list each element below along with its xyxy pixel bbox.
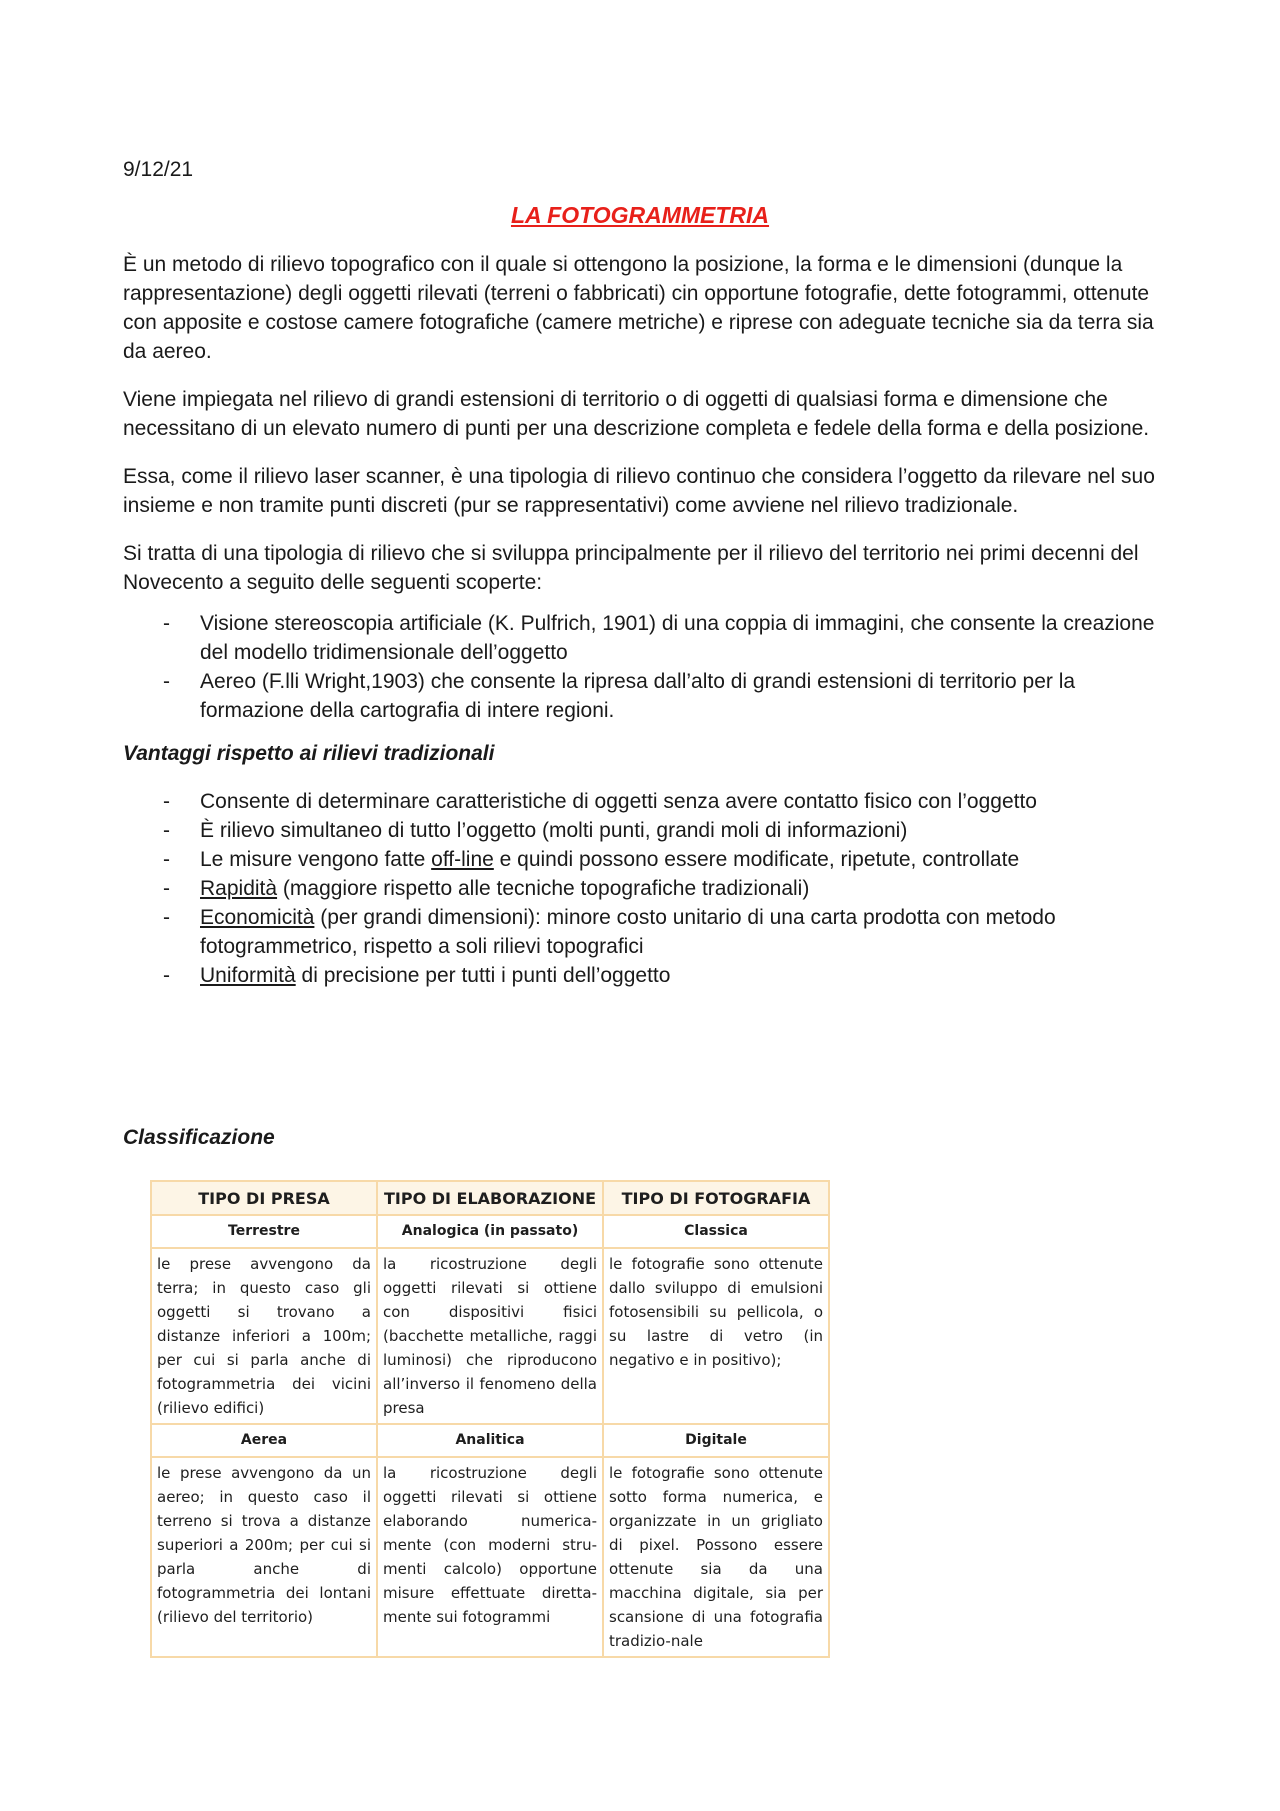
table-cell: le prese avvengono da terra; in questo caso gli oggetti si trovano a distanze inferiori a 100m; per cui si parla anche di fotogrammetria dei vicini (rilievo edifici) — [151, 1248, 377, 1424]
table-row — [151, 1248, 829, 1424]
paragraph: Si tratta di una tipologia di rilievo che si sviluppa principalmente per il rilievo del territorio nei primi decenni del Novecento a seguito delle seguenti scoperte: — [123, 542, 1139, 594]
column-header: TIPO DI ELABORAZIONE — [377, 1181, 603, 1215]
list-item: - Visione stereoscopia artificiale (K. Pulfrich, 1901) di una coppia di immagini, che consente la creazione del modello tridimensionale dell’oggetto — [123, 609, 1163, 667]
column-header: TIPO DI PRESA — [151, 1181, 377, 1215]
discoveries-list — [123, 609, 1163, 725]
classification-table — [150, 1180, 830, 1658]
paragraph: Viene impiegata nel rilievo di grandi estensioni di territorio o di oggetti di qualsiasi forma e dimensione che necessitano di un elevato numero di punti per una descrizione completa e fedele della forma e della posizione. — [123, 388, 1150, 440]
table-header-row — [151, 1181, 829, 1215]
classification-table-wrap — [150, 1180, 830, 1658]
list-item: - Economicità (per grandi dimensioni): minore costo unitario di una carta prodotta con metodo fotogrammetrico, rispetto a soli rilievi topografici — [123, 903, 1163, 961]
table-cell: le prese avvengono da un aereo; in questo caso il terreno si trova a distanze superiori a 200m; per cui si parla anche di fotogrammetria dei lontani (rilievo del territorio) — [151, 1457, 377, 1657]
table-cell: Analitica — [377, 1424, 603, 1457]
body-text — [123, 250, 1163, 990]
paragraph: Essa, come il rilievo laser scanner, è una tipologia di rilievo continuo che considera l’oggetto da rilevare nel suo insieme e non tramite punti discreti (pur se rappresentativi) come avviene nel rilievo tradizionale. — [123, 465, 1155, 517]
list-item: - È rilievo simultaneo di tutto l’oggetto (molti punti, grandi moli di informazioni) — [123, 816, 1163, 845]
table-cell: Analogica (in passato) — [377, 1215, 603, 1248]
advantages-heading: Vantaggi rispetto ai rilievi tradizionali — [123, 742, 495, 765]
list-item: - Uniformità di precisione per tutti i punti dell’oggetto — [123, 961, 1163, 990]
table-cell: la ricostruzione degli oggetti rilevati si ottiene con dispositivi fisici (bacchette metalliche, raggi luminosi) che riproducono all’inverso il fenomeno della presa — [377, 1248, 603, 1424]
table-cell: la ricostruzione degli oggetti rilevati si ottiene elaborando numerica-mente (con moderni stru-menti calcolo) opportune misure effettuate diretta-mente sui fotogrammi — [377, 1457, 603, 1657]
column-header: TIPO DI FOTOGRAFIA — [603, 1181, 829, 1215]
table-cell: Digitale — [603, 1424, 829, 1457]
list-item: - Consente di determinare caratteristiche di oggetti senza avere contatto fisico con l’oggetto — [123, 787, 1163, 816]
date: 9/12/21 — [123, 158, 194, 181]
page-title: LA FOTOGRAMMETRIA — [510, 202, 770, 228]
table-cell: le fotografie sono ottenute dallo sviluppo di emulsioni fotosensibili su pellicola, o su lastre di vetro (in negativo e in positivo); — [603, 1248, 829, 1424]
table-cell: Classica — [603, 1215, 829, 1248]
table-row — [151, 1215, 829, 1248]
table-cell: le fotografie sono ottenute sotto forma numerica, e organizzate in un grigliato di pixel. Possono essere ottenute sia da una macchina digitale, sia per scansione di una fotografia tradizio-nale — [603, 1457, 829, 1657]
paragraph: È un metodo di rilievo topografico con il quale si ottengono la posizione, la forma e le dimensioni (dunque la rappresentazione) degli oggetti rilevati (terreni o fabbricati) cin opportune fotografie, dette fotogrammi, ottenute con apposite e costose camere fotografiche (camere metriche) e riprese con adeguate tecniche sia da terra sia da aereo. — [123, 253, 1154, 363]
table-row — [151, 1457, 829, 1657]
classification-heading: Classificazione — [123, 1126, 275, 1149]
list-item: - Rapidità (maggiore rispetto alle tecniche topografiche tradizionali) — [123, 874, 1163, 903]
advantages-list — [123, 787, 1163, 990]
table-cell: Aerea — [151, 1424, 377, 1457]
table-row — [151, 1424, 829, 1457]
list-item: - Aereo (F.lli Wright,1903) che consente la ripresa dall’alto di grandi estensioni di territorio per la formazione della cartografia di intere regioni. — [123, 667, 1163, 725]
table-cell: Terrestre — [151, 1215, 377, 1248]
list-item: - Le misure vengono fatte off-line e quindi possono essere modificate, ripetute, controllate — [123, 845, 1163, 874]
